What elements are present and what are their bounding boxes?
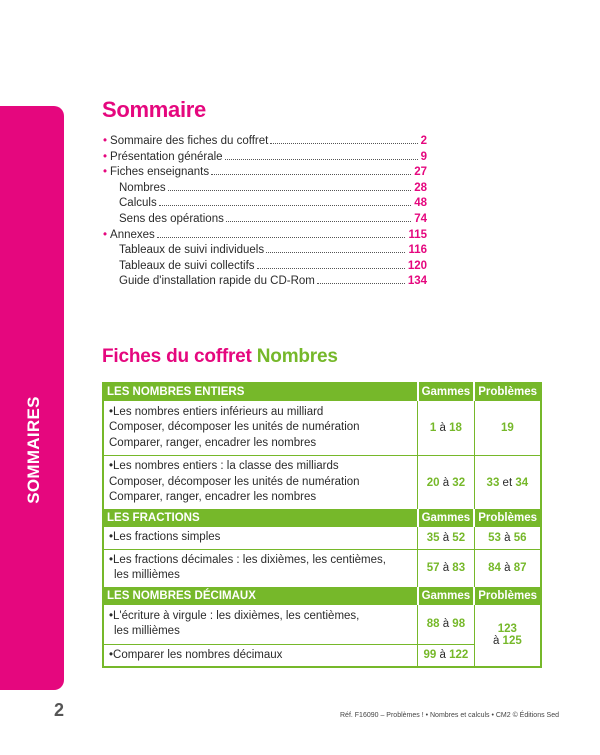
gammes-range: 88 à 98 — [418, 604, 475, 644]
toc-subitem[interactable]: Nombres 28 — [119, 181, 427, 194]
table-row — [103, 604, 541, 644]
toc-subitem[interactable]: Guide d'installation rapide du CD-Rom 134 — [119, 275, 427, 288]
gammes-range: 35 à 52 — [418, 527, 475, 550]
toc-subitem[interactable]: Tableaux de suivi collectifs 120 — [119, 259, 427, 272]
toc-item[interactable]: • Fiches enseignants 27 — [103, 166, 427, 179]
gammes-range: 1 à 18 — [418, 401, 475, 456]
fiches-title: Fiches du coffret Nombres — [102, 346, 338, 367]
row-description: •Les nombres entiers inférieurs au milliard Composer, décomposer les unités de numération Comparer, ranger, encadrer les nombres — [103, 401, 418, 456]
col-gammes: Gammes — [418, 510, 475, 527]
table-row — [103, 527, 541, 550]
section-title: LES FRACTIONS — [103, 510, 418, 527]
section-header — [103, 510, 541, 527]
page-number: 2 — [54, 700, 65, 720]
problemes-range: 84 à 87 — [474, 549, 541, 587]
gammes-range: 99 à 122 — [418, 644, 475, 667]
col-gammes: Gammes — [418, 383, 475, 401]
problemes-value: 19 — [474, 401, 541, 456]
col-problemes: Problèmes — [474, 383, 541, 401]
toc-item[interactable]: • Annexes 115 — [103, 228, 427, 241]
row-description: •Les fractions simples — [103, 527, 418, 550]
problemes-range: 53 à 56 — [474, 527, 541, 550]
gammes-range: 57 à 83 — [418, 549, 475, 587]
toc-subitem[interactable]: Calculs 48 — [119, 197, 427, 210]
footer-reference: Réf. F16090 – Problèmes ! • Nombres et calculs • CM2 © Éditions Sed — [340, 712, 559, 719]
sommaire-title: Sommaire — [102, 97, 206, 122]
side-tab-label: SOMMAIRES — [24, 396, 43, 504]
table-of-contents — [103, 135, 427, 291]
section-header — [103, 383, 541, 401]
section-title: LES NOMBRES DÉCIMAUX — [103, 587, 418, 604]
gammes-range: 20 à 32 — [418, 456, 475, 510]
section-title: LES NOMBRES ENTIERS — [103, 383, 418, 401]
section-header — [103, 587, 541, 604]
row-description: •Les fractions décimales : les dixièmes, les centièmes, les millièmes — [103, 549, 418, 587]
row-description: •Comparer les nombres décimaux — [103, 644, 418, 667]
toc-subitem[interactable]: Sens des opérations 74 — [119, 212, 427, 225]
toc-subitem[interactable]: Tableaux de suivi individuels 116 — [119, 244, 427, 257]
table-row — [103, 549, 541, 587]
table-row — [103, 401, 541, 456]
toc-item[interactable]: • Présentation générale 9 — [103, 150, 427, 163]
fiches-table — [102, 382, 542, 668]
table-row — [103, 456, 541, 510]
col-gammes: Gammes — [418, 587, 475, 604]
problemes-value: 33 et 34 — [474, 456, 541, 510]
row-description: •Les nombres entiers : la classe des milliards Composer, décomposer les unités de numération Comparer, ranger, encadrer les nombres — [103, 456, 418, 510]
problemes-range-merged: 123 à 125 — [474, 604, 541, 667]
col-problemes: Problèmes — [474, 587, 541, 604]
toc-item[interactable]: • Sommaire des fiches du coffret 2 — [103, 135, 427, 147]
col-problemes: Problèmes — [474, 510, 541, 527]
row-description: •L'écriture à virgule : les dixièmes, les centièmes, les millièmes — [103, 604, 418, 644]
